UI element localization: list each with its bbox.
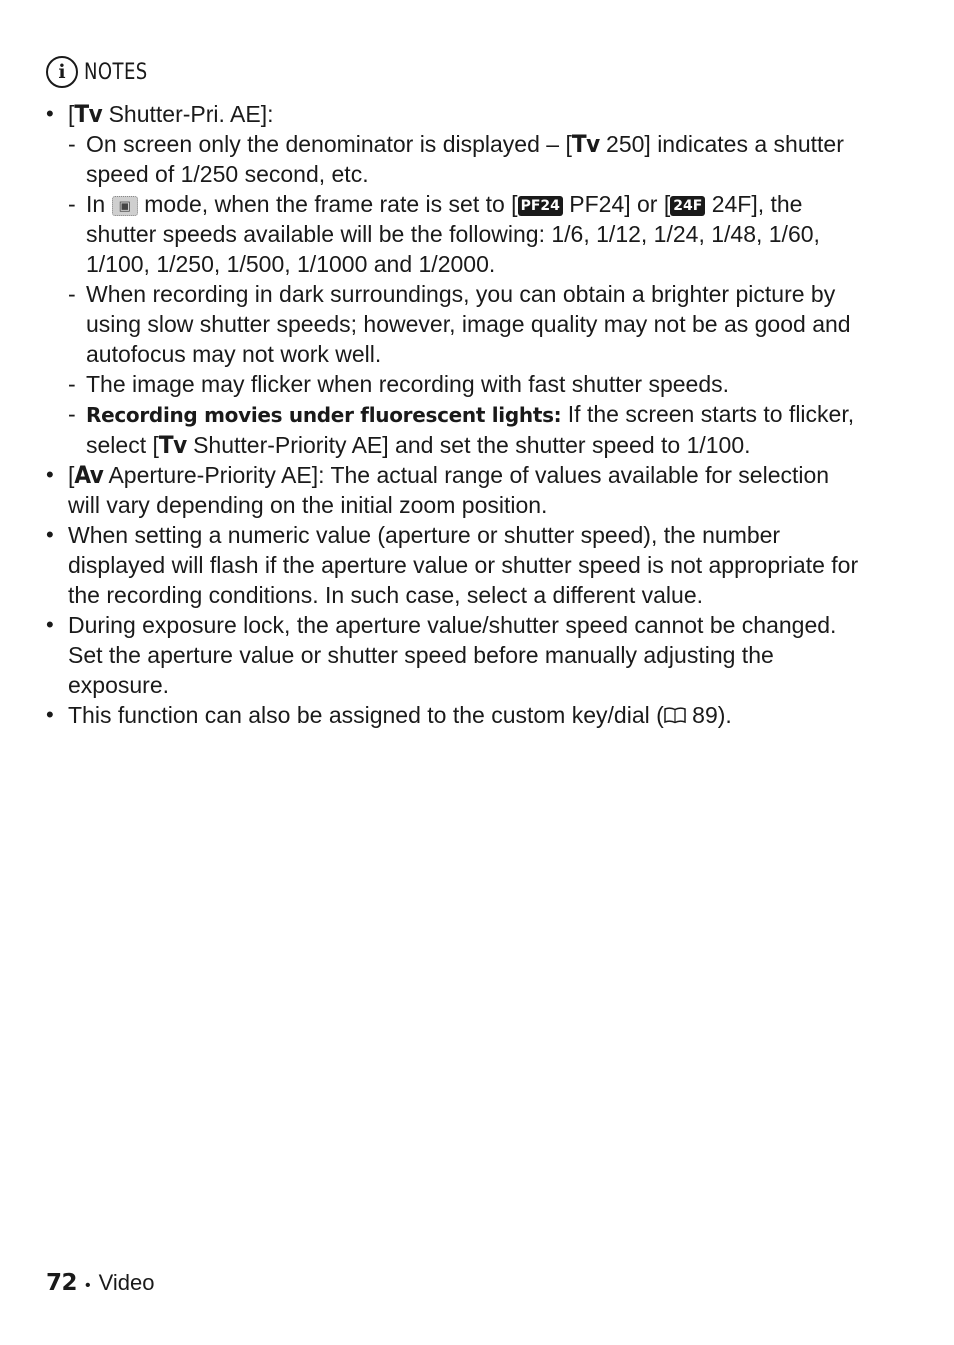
notes-header — [46, 54, 162, 90]
notes-title: NOTES — [84, 59, 148, 85]
note-custom-key: • This function can also be assigned to the custom key/dial ( 89). — [46, 700, 866, 730]
footer-separator: • — [85, 1277, 91, 1294]
tv-mode-symbol: Tv — [158, 431, 187, 459]
note-exposure-lock: • During exposure lock, the aperture value/shutter speed cannot be changed. Set the aperture value or shutter speed before manually adjusting the exposure. — [46, 610, 866, 700]
fluorescent-lead: Recording movies under fluorescent lights: — [86, 403, 562, 427]
notes-content — [46, 99, 866, 730]
tv-frame-rate-note: - In ▣ mode, when the frame rate is set to [ PF24 PF24] or [ 24F 24F], the shutter speeds available will be the following: 1/6, 1/12, 1/24, 1/48, 1/60, 1/100, 1/250, 1/500, 1/1000 and 1/2000. — [46, 189, 866, 279]
tv-mode-symbol: Tv — [571, 130, 600, 158]
cinema-mode-icon: ▣ — [112, 196, 138, 216]
tv-denominator-note: - On screen only the denominator is displayed – [Tv 250] indicates a shutter speed of 1/250 second, etc. — [46, 129, 866, 189]
page-footer — [46, 1270, 155, 1296]
tv-flicker-note: - The image may flicker when recording with fast shutter speeds. — [46, 369, 866, 399]
tv-mode-symbol: Tv — [74, 100, 103, 128]
page-number: 72 — [46, 1270, 78, 1296]
section-name: Video — [98, 1270, 155, 1295]
note-av-aperture-priority: • [Av Aperture-Priority AE]: The actual range of values available for selection will vary depending on the initial zoom position. — [46, 460, 866, 520]
av-mode-symbol: Av — [74, 461, 104, 489]
note-tv-shutter-priority: • [Tv Shutter-Pri. AE]: — [46, 99, 866, 129]
tv-heading: Shutter-Pri. AE]: — [108, 101, 274, 127]
info-icon: i — [46, 56, 78, 88]
pf24-icon: PF24 — [518, 196, 563, 216]
24f-icon: 24F — [670, 196, 705, 216]
book-reference-icon — [664, 707, 686, 724]
tv-dark-surroundings-note: - When recording in dark surroundings, you can obtain a brighter picture by using slow shutter speeds; however, image quality may not be as good and autofocus may not work well. — [46, 279, 866, 369]
tv-fluorescent-note: - Recording movies under fluorescent lights: If the screen starts to flicker, select [Tv Shutter-Priority AE] and set the shutter speed to 1/100. — [46, 399, 866, 460]
note-numeric-value-flash: • When setting a numeric value (aperture or shutter speed), the number displayed will flash if the aperture value or shutter speed is not appropriate for the recording conditions. In such case, select a different value. — [46, 520, 866, 610]
